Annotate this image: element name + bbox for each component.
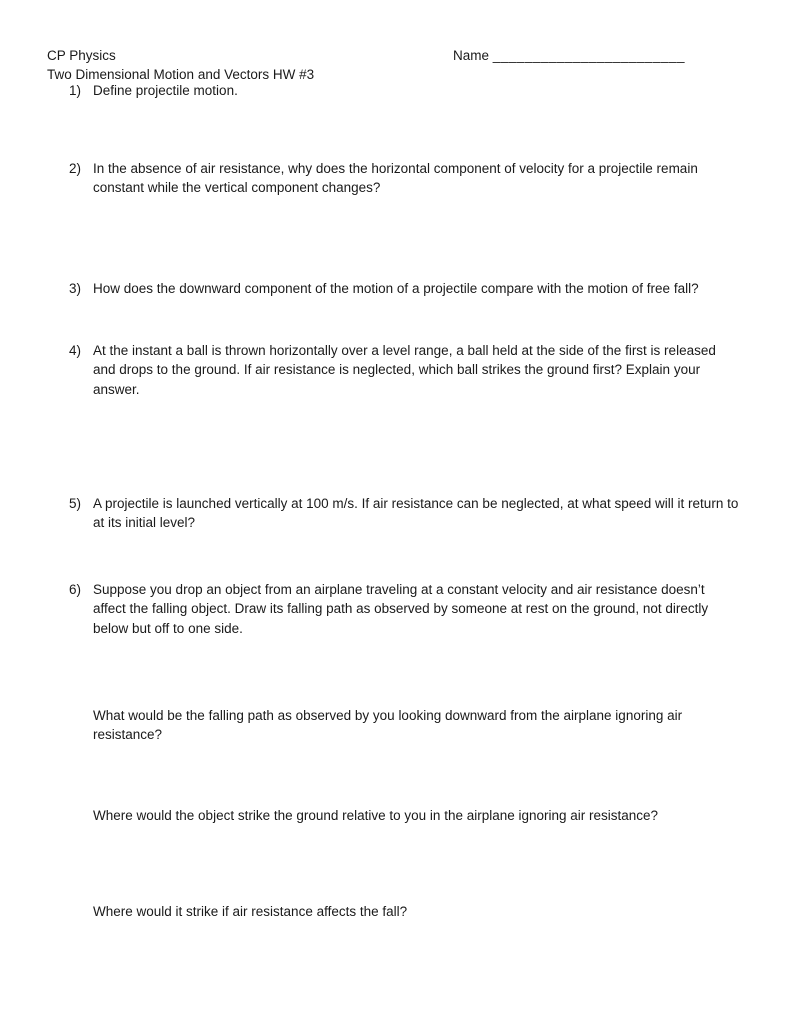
question-6 bbox=[69, 580, 739, 638]
question-1-number: 1) bbox=[69, 83, 82, 98]
question-2-text: In the absence of air resistance, why does the horizontal component of velocity for a projectile remain constant while the vertical component changes? bbox=[93, 161, 698, 196]
name-field bbox=[453, 46, 685, 65]
followup-question-1-text: What would be the falling path as observed by you looking downward from the airplane ignoring air resistance? bbox=[93, 708, 683, 743]
question-3-text: How does the downward component of the motion of a projectile compare with the motion of free fall? bbox=[93, 281, 699, 296]
name-blank-line: ________________________ bbox=[492, 48, 685, 63]
question-6-text: Suppose you drop an object from an airplane traveling at a constant velocity and air resistance doesn’t affect the falling object. Draw its falling path as observed by someone at rest on the ground, not directly below but off to one side. bbox=[93, 582, 709, 636]
question-1-text: Define projectile motion. bbox=[93, 83, 238, 98]
worksheet-title: Two Dimensional Motion and Vectors HW #3 bbox=[47, 67, 315, 83]
course-title: CP Physics bbox=[47, 48, 116, 63]
document-header bbox=[47, 46, 314, 85]
question-6-number: 6) bbox=[69, 582, 82, 597]
question-3-number: 3) bbox=[69, 281, 82, 296]
question-2 bbox=[69, 159, 739, 198]
followup-question-3-text: Where would it strike if air resistance affects the fall? bbox=[93, 904, 408, 919]
question-4-text: At the instant a ball is thrown horizontally over a level range, a ball held at the side of the first is released and drops to the ground. If air resistance is neglected, which ball strikes the ground first? Explain your answer. bbox=[93, 343, 716, 397]
question-1 bbox=[69, 81, 739, 100]
question-4-number: 4) bbox=[69, 343, 82, 358]
question-5 bbox=[69, 494, 739, 533]
followup-question-3 bbox=[93, 902, 743, 921]
question-5-text: A projectile is launched vertically at 100 m/s. If air resistance can be neglected, at what speed will it return to at its initial level? bbox=[93, 496, 739, 531]
followup-question-2-text: Where would the object strike the ground relative to you in the airplane ignoring air resistance? bbox=[93, 808, 659, 823]
question-5-number: 5) bbox=[69, 496, 82, 511]
followup-question-1 bbox=[93, 706, 743, 745]
name-label: Name bbox=[453, 48, 490, 63]
question-4 bbox=[69, 341, 739, 399]
question-2-number: 2) bbox=[69, 161, 82, 176]
followup-question-2 bbox=[93, 806, 743, 825]
question-3 bbox=[69, 279, 739, 298]
